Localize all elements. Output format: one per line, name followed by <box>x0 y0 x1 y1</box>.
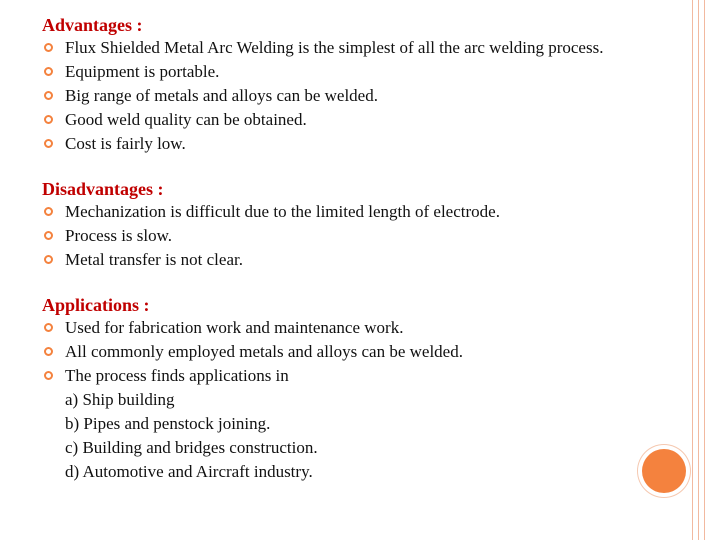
list-item: Equipment is portable. <box>42 62 618 81</box>
list-item: Cost is fairly low. <box>42 134 618 153</box>
disadvantages-section <box>42 178 618 269</box>
list-item: Good weld quality can be obtained. <box>42 110 618 129</box>
bullet-icon <box>44 323 53 332</box>
disadvantages-heading: Disadvantages : <box>42 179 164 199</box>
slide-content <box>42 14 618 486</box>
applications-sub-list <box>42 390 618 481</box>
bullet-icon <box>44 43 53 52</box>
bullet-icon <box>44 67 53 76</box>
list-item: The process finds applications in <box>42 366 618 385</box>
bullet-icon <box>44 371 53 380</box>
applications-list <box>42 318 618 385</box>
frame-line-right <box>704 0 705 540</box>
advantages-heading: Advantages : <box>42 15 143 35</box>
decorative-circle <box>642 449 686 493</box>
list-item: Used for fabrication work and maintenance work. <box>42 318 618 337</box>
disadvantages-list <box>42 202 618 269</box>
list-item: Process is slow. <box>42 226 618 245</box>
advantages-section <box>42 14 618 153</box>
bullet-icon <box>44 207 53 216</box>
bullet-icon <box>44 115 53 124</box>
list-item: All commonly employed metals and alloys can be welded. <box>42 342 618 361</box>
list-item: Big range of metals and alloys can be welded. <box>42 86 618 105</box>
bullet-icon <box>44 347 53 356</box>
sub-list-item: c) Building and bridges construction. <box>65 438 318 457</box>
list-item: Flux Shielded Metal Arc Welding is the simplest of all the arc welding process. <box>42 38 618 57</box>
applications-heading: Applications : <box>42 295 150 315</box>
bullet-icon <box>44 139 53 148</box>
frame-line-middle <box>698 0 699 540</box>
sub-list-item: d) Automotive and Aircraft industry. <box>65 462 313 481</box>
bullet-icon <box>44 255 53 264</box>
sub-list-item: a) Ship building <box>65 390 175 409</box>
applications-section <box>42 294 618 481</box>
bullet-icon <box>44 231 53 240</box>
frame-line-left <box>692 0 693 540</box>
advantages-list <box>42 38 618 153</box>
bullet-icon <box>44 91 53 100</box>
list-item: Mechanization is difficult due to the limited length of electrode. <box>42 202 618 221</box>
list-item: Metal transfer is not clear. <box>42 250 618 269</box>
sub-list-item: b) Pipes and penstock joining. <box>65 414 271 433</box>
